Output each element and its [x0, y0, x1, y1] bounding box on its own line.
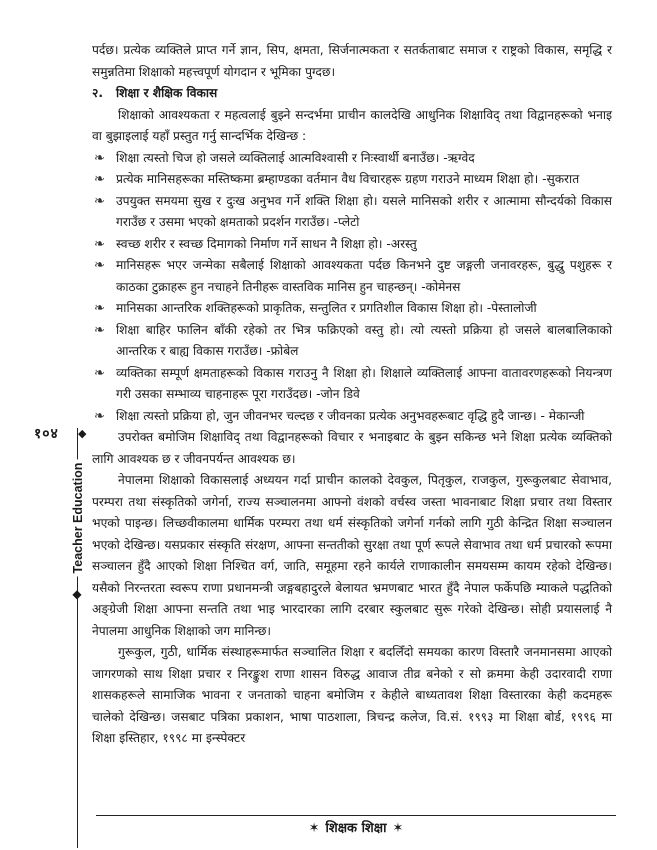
- quote-item: [92, 363, 612, 406]
- quote-text: उपयुक्त समयमा सुख र दुःख अनुभव गर्ने शक्ति शिक्षा हो। यसले मानिसको शरीर र आत्मामा सौन्दर्यको विकास गराउँछ र उसमा भएको क्षमताको प्रदर्शन गराउँछ। -प्लेटो: [116, 193, 612, 229]
- quote-text: मानिसका आन्तरिक शक्तिहरूको प्राकृतिक, सन्तुलित र प्रगतिशील विकास शिक्षा हो। -पेस्तालोजी: [116, 301, 537, 315]
- body-paragraph: उपरोक्त बमोजिम शिक्षाविद् तथा विद्वानहरूको विचार र भनाइबाट के बुझ्न सकिन्छ भने शिक्षा प्रत्येक व्यक्तिको लागि आवश्यक छ र जीवनपर्यन्त आवश्यक छ।: [92, 430, 612, 466]
- quote-item: [92, 191, 612, 234]
- star-icon: ✶: [308, 821, 320, 836]
- quote-text: मानिसहरू भएर जन्मेका सबैलाई शिक्षाको आवश्यकता पर्दछ किनभने दुष्ट जङ्गली जनावरहरू, बुद्धु पशुहरू र काठका टुक्राहरू हुन नचाहने तिनीहरू वास्तविक मानिस हुन चाहन्छन्। -कोमेनस: [116, 258, 612, 294]
- quote-item: [92, 169, 612, 191]
- fleuron-bullet-icon: ❧: [94, 408, 105, 424]
- quote-text: शिक्षा त्यस्तो चिज हो जसले व्यक्तिलाई आत्मविश्वासी र निःस्वार्थी बनाउँछ। -ऋग्वेद: [116, 150, 475, 165]
- page-content: [92, 40, 612, 750]
- section-title: शिक्षा र शैक्षिक विकास: [116, 86, 218, 100]
- side-title: Teacher Education: [71, 460, 85, 577]
- diamond-marker-icon: ◆: [78, 427, 87, 440]
- footer-rule: [96, 815, 616, 816]
- fleuron-bullet-icon: ❧: [94, 172, 105, 187]
- page-number: १०४: [34, 426, 59, 442]
- lead-paragraph: शिक्षाको आवश्यकता र महत्वलाई बुझ्ने सन्दर्भमा प्राचीन कालदेखि आधुनिक शिक्षाविद् तथा विद्वानहरूको भनाइ वा बुझाइलाई यहाँ प्रस्तुत गर्नु सान्दर्भिक देखिन्छ :: [92, 107, 612, 143]
- fleuron-bullet-icon: ❧: [94, 322, 105, 338]
- quote-text: प्रत्येक मानिसहरूका मस्तिष्कमा ब्रम्हाण्डका वर्तमान वैध विचारहरू ग्रहण गराउने माध्यम शिक्षा हो। -सुकरात: [116, 172, 580, 186]
- intro-paragraph: पर्दछ। प्रत्येक व्यक्तिले प्राप्त गर्ने ज्ञान, सिप, क्षमता, सिर्जनात्मकता र सतर्कताबाट समाज र राष्ट्रको विकास, समृद्धि र समुन्नतिमा शिक्षाको महत्त्वपूर्ण योगदान र भूमिका पुग्दछ।: [92, 43, 612, 79]
- quote-item: [92, 320, 612, 363]
- body-paragraph: गुरूकुल, गुठी, धार्मिक संस्थाहरूमार्फत सञ्चालित शिक्षा र बदलिँदो समयका कारण विस्तारै जनमानसमा आएको जागरणको साथ शिक्षा प्रचार र निरङ्कुश राणा शासन विरुद्ध आवाज तीव्र बनेको र सो क्रममा केही उदारवादी राणा शासकहरूले सामाजिक भावना र जनताको चाहना बमोजिम र केहीले बाध्यतावश शिक्षा विस्तारका केही कदमहरू चालेको देखिन्छ। जसबाट पत्रिका प्रकाशन, भाषा पाठशाला, त्रिचन्द्र कलेज, वि.सं. १९९३ मा शिक्षा बोर्ड, १९९६ मा शिक्षा इस्तिहार, १९९८ मा इन्स्पेक्टर: [92, 645, 612, 745]
- quote-text: शिक्षा बाहिर फालिन बाँकी रहेको तर भित्र फक्रिएको वस्तु हो। त्यो त्यस्तो प्रक्रिया हो जसले बालबालिकाको आन्तरिक र बाह्य विकास गराउँछ। -फ्रोबेल: [116, 322, 612, 358]
- quote-item: [92, 255, 612, 298]
- footer-title: शिक्षक शिक्षा: [325, 821, 387, 836]
- quote-item: [92, 148, 612, 170]
- side-title-block: [63, 448, 93, 588]
- quote-list: [92, 148, 612, 428]
- quote-text: शिक्षा त्यस्तो प्रक्रिया हो, जुन जीवनभर चल्दछ र जीवनका प्रत्येक अनुभवहरूबाट वृद्धि हुदै जान्छ। - मेकान्जी: [116, 408, 585, 423]
- fleuron-bullet-icon: ❧: [94, 236, 105, 252]
- fleuron-bullet-icon: ❧: [94, 258, 105, 273]
- star-icon: ✶: [392, 821, 404, 836]
- quote-item: [92, 298, 612, 320]
- fleuron-bullet-icon: ❧: [94, 193, 105, 209]
- fleuron-bullet-icon: ❧: [94, 150, 105, 166]
- quote-text: स्वच्छ शरीर र स्वच्छ दिमागको निर्माण गर्ने साधन नै शिक्षा हो। -अरस्तु: [116, 236, 417, 251]
- fleuron-bullet-icon: ❧: [94, 365, 105, 381]
- fleuron-bullet-icon: ❧: [94, 301, 105, 316]
- quote-item: [92, 234, 612, 256]
- running-footer: [96, 818, 616, 836]
- section-number: २.: [92, 86, 103, 100]
- diamond-icon: ◆: [72, 587, 82, 601]
- quote-text: व्यक्तिका सम्पूर्ण क्षमताहरूको विकास गराउनु नै शिक्षा हो। शिक्षाले व्यक्तिलाई आफ्ना वातावरणहरूको नियन्त्रण गरी उसका सम्भाव्य चाहनाहरू पूरा गराउँदछ। -जोन डिवे: [116, 365, 612, 401]
- body-paragraph: नेपालमा शिक्षाको विकासलाई अध्ययन गर्दा प्राचीन कालको देवकुल, पितृकुल, राजकुल, गुरूकुलबाट सेवाभाव, परम्परा तथा संस्कृतिको जगेर्ना, राज्य सञ्चालनमा आफ्नो वंशको वर्चस्व जस्ता भावनाबाट शिक्षा प्रचार तथा विस्तार भएको पाइन्छ। लिच्छवीकालमा धार्मिक परम्परा तथा धर्म संस्कृतिको जगेर्ना गर्नको लागि गुठी केन्द्रित शिक्षा सञ्चालन भएको देखिन्छ। यसप्रकार संस्कृति संरक्षण, आफ्ना सन्ततीको सुरक्षा तथा पूर्ण रूपले सेवाभाव तथा धर्म प्रचारको रूपमा सञ्चालन हुँदै आएको शिक्षा निश्चित वर्ग, जाति, समूहमा रहने कार्यले राणाकालीन समयसम्म कायम रहेको देखिन्छ। यसैको निरन्तरता स्वरूप राणा प्रधानमन्त्री जङ्गबहादुरले बेलायत भ्रमणबाट भारत हुँदै नेपाल फर्केपछि म्याकले पद्धतिको अङ्ग्रेजी शिक्षा आफ्ना सन्तति तथा भाइ भारदारका लागि दरबार स्कुलबाट सुरू गरेको देखिन्छ। सोही प्रयासलाई नै नेपालमा आधुनिक शिक्षाको जग मानिन्छ।: [92, 473, 612, 638]
- section-heading: [92, 83, 612, 105]
- quote-item: [92, 406, 612, 428]
